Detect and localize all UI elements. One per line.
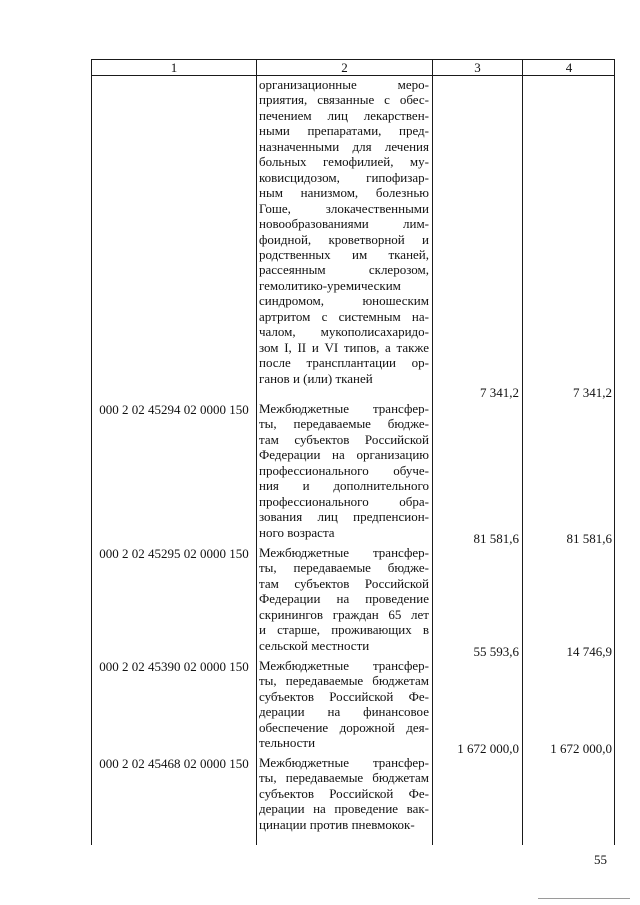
column-number-4: 4 [565, 60, 573, 75]
continuation-value-col3: 7 341,2 [480, 385, 519, 400]
row-value-col4: 1 672 000,0 [550, 741, 612, 756]
row-code: 000 2 02 45294 02 0000 150 [99, 402, 249, 417]
row-code: 000 2 02 45295 02 0000 150 [99, 546, 249, 561]
row-value-col3: 81 581,6 [473, 531, 519, 546]
column-number-3: 3 [474, 60, 481, 75]
row-description: Межбюджетные трансфер- ты, передаваемые бюджетам субъектов Российской Фе- дерации на проведение вак- цинации против пневмокок- [259, 755, 429, 832]
continuation-description: организационные меро- приятия, связанные с обес- печением лиц лекарствен- ными препаратами, пред- назначенными для лечения больных гемофилией, му- ковисцидозом, гипофизар- ным нанизмом, болезнью Гоше, злокачественными новообразованиями лим- фоидной, кроветворной и родственных им тканей, рассеянным склерозом, гемолитико-уремическим синдромом, юношеским артритом с системным на- чалом, мукополисахаридо- зом I, II и VI типов, а также после трансплантации ор- ганов и (или) тканей [259, 77, 429, 386]
continuation-value-col4: 7 341,2 [573, 385, 612, 400]
row-description: Межбюджетные трансфер- ты, передаваемые бюдже- там субъектов Российской Федерации на проведение скринингов граждан 65 лет и старше, проживающих в сельской местности [259, 545, 429, 653]
row-value-col3: 55 593,6 [473, 644, 519, 659]
row-description: Межбюджетные трансфер- ты, передаваемые бюджетам субъектов Российской Фе- дерации на финансовое обеспечение дорожной дея- тельности [259, 658, 429, 751]
column-divider [522, 60, 523, 845]
row-value-col3: 1 672 000,0 [457, 741, 519, 756]
page-number: 55 [594, 852, 607, 867]
column-number-1: 1 [170, 60, 178, 75]
row-code: 000 2 02 45468 02 0000 150 [99, 756, 249, 771]
row-value-col4: 14 746,9 [566, 644, 612, 659]
column-divider [256, 60, 257, 845]
column-divider [432, 60, 433, 845]
scan-edge-line [538, 898, 630, 899]
row-value-col4: 81 581,6 [566, 531, 612, 546]
row-description: Межбюджетные трансфер- ты, передаваемые бюдже- там субъектов Российской Федерации на организацию профессионального обуче- ния и дополнительного профессионального обра- зования лиц предпенсион- ного возраста [259, 401, 429, 540]
column-number-2: 2 [341, 60, 348, 75]
budget-table [91, 59, 615, 845]
row-code: 000 2 02 45390 02 0000 150 [99, 659, 249, 674]
header-divider [92, 75, 614, 76]
